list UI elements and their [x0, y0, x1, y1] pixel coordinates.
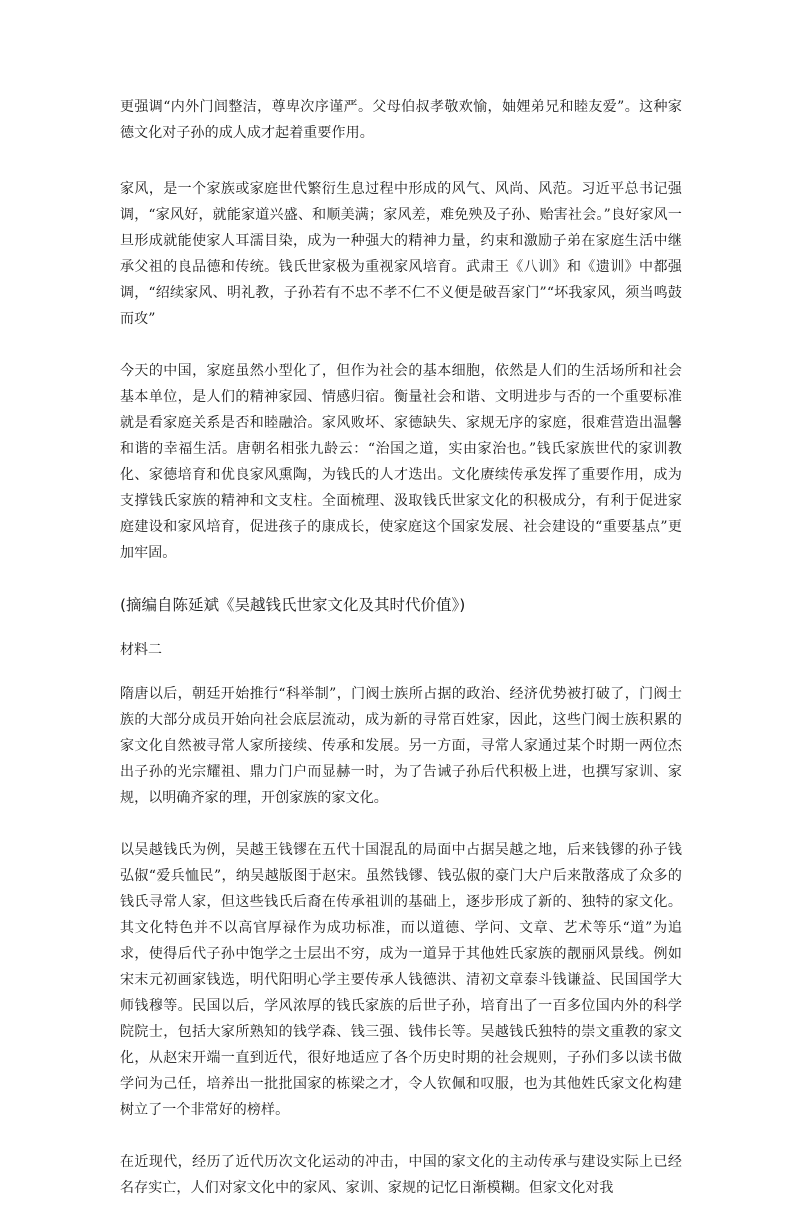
- document-page: [120, 94, 682, 1227]
- paragraph-modern-era: 在近现代，经历了近代历次文化运动的冲击，中国的家文化的主动传承与建设实际上已经名存实亡，人们对家文化中的家风、家训、家规的记忆日渐模糊。但家文化对我: [120, 1154, 682, 1196]
- paragraph-family-style: 家风，是一个家族或家庭世代繁衍生息过程中形成的风气、风尚、风范。习近平总书记强调，“家风好，就能家道兴盛、和顺美满；家风差，难免殃及子孙、贻害社会。”良好家风一旦形成就能使家人耳濡目染，成为一种强大的精神力量，约束和激励子弟在家庭生活中继承父祖的良品德和传统。钱氏世家极为重视家风培育。武肃王《八训》和《遗训》中都强调，“绍续家风、明礼教，子孙若有不忠不孝不仁不义便是破吾家门”“坏我家风，须当鸣鼓而攻”: [120, 181, 682, 327]
- paragraph-modern-family: 今天的中国，家庭虽然小型化了，但作为社会的基本细胞，依然是人们的生活场所和社会基本单位，是人们的精神家园、情感归宿。衡量社会和谐、文明进步与否的一个重要标准就是看家庭关系是否和睦融洽。家风败坏、家德缺失、家规无序的家庭，很难营造出温馨和谐的幸福生活。唐朝名相张九龄云：“治国之道，实由家治也。”钱氏家族世代的家训教化、家德培育和优良家风熏陶，为钱氏的人才迭出。文化赓续传承发挥了重要作用，成为支撑钱氏家族的精神和文支柱。全面梳理、汲取钱氏世家文化的积极成分，有利于促进家庭建设和家风培育，促进孩子的康成长，使家庭这个国家发展、社会建设的“重要基点”更加牢固。: [120, 363, 682, 561]
- paragraph-family-virtue: 更强调“内外门闾整洁，尊卑次序谨严。父母伯叔孝敬欢愉，妯娌弟兄和睦友爱”。这种家德文化对子孙的成人成才起着重要作用。: [120, 99, 682, 141]
- paragraph-qian-family-example: 以吴越钱氏为例，吴越王钱镠在五代十国混乱的局面中占据吴越之地，后来钱镠的孙子钱弘俶“爱兵恤民”，纳吴越版图于赵宋。虽然钱镠、钱弘俶的豪门大户后来散落成了众多的钱氏寻常人家，但这些钱氏后裔在传承祖训的基础上，逐步形成了新的、独特的家文化。其文化特色并不以高官厚禄作为成功标准，而以道德、学问、文章、艺术等乐“道”为追求，使得后代子孙中饱学之士层出不穷，成为一道异于其他姓氏家族的靓丽风景线。例如宋末元初画家钱选，明代阳明心学主要传承人钱德洪、清初文章泰斗钱谦益、民国国学大师钱穆等。民国以后，学风浓厚的钱氏家族的后世子孙，培育出了一百多位国内外的科学院院士，包括大家所熟知的钱学森、钱三强、钱伟长等。吴越钱氏独特的崇文重教的家文化，从赵宋开端一直到近代，很好地适应了各个历史时期的社会规则，子孙们多以读书做学问为己任，培养出一批批国家的栋梁之才，令人钦佩和叹服，也为其他姓氏家文化构建树立了一个非常好的榜样。: [120, 842, 682, 1118]
- paragraph-imperial-exam: 隋唐以后，朝廷开始推行“科举制”，门阀士族所占据的政治、经济优势被打破了，门阀士族的大部分成员开始向社会底层流动，成为新的寻常百姓家，因此，这些门阀士族积累的家文化自然被寻常人家所接续、传承和发展。另一方面，寻常人家通过某个时期一两位杰出子孙的光宗耀祖、鼎力门户而显赫一时，为了告诫子孙后代积极上进，也撰写家训、家规，以明确齐家的理，开创家族的家文化。: [120, 686, 682, 806]
- section-heading-material-two: 材料二: [120, 642, 162, 658]
- source-citation: (摘编自陈延斌《吴越钱氏世家文化及其时代价值》): [120, 596, 466, 614]
